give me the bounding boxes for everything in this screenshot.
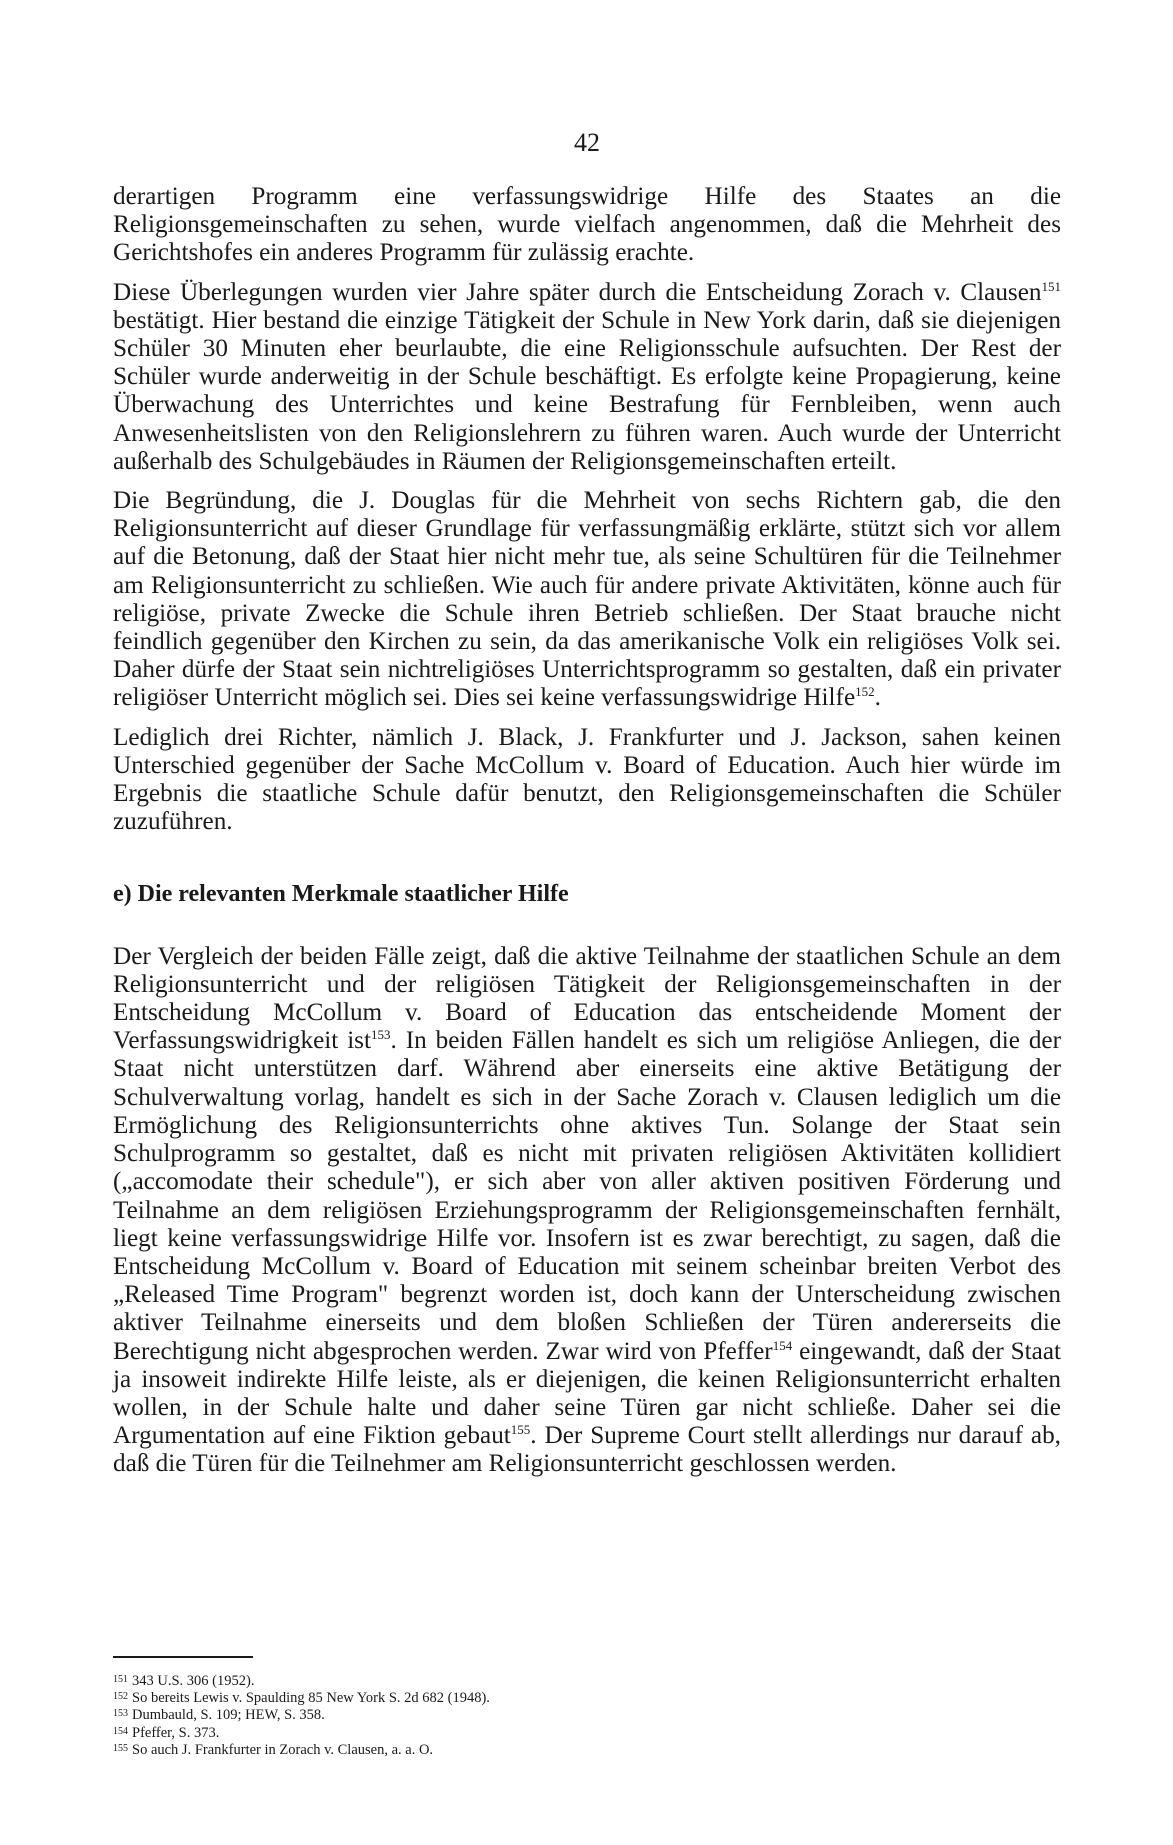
footnote-item: [113, 1724, 1061, 1741]
paragraph-2: [113, 279, 1061, 476]
section-heading: e) Die relevanten Merkmale staatlicher Hilfe: [113, 881, 569, 908]
footnote-ref-152: 152: [855, 684, 875, 700]
paragraph-1: derartigen Programm eine verfassungswidrige Hilfe des Staates an die Religionsgemeinschaften zu sehen, wurde vielfach angenommen, daß die Mehrheit des Gerichtshofes ein anderes Programm für zulässig erachte.: [113, 183, 1061, 267]
paragraph-5: [113, 943, 1061, 1479]
paragraph-5-part-d: . Der Supreme Court stellt allerdings nur darauf ab, daß die Türen für die Teilnehmer am Religionsunterricht geschlossen werden.: [113, 1422, 1061, 1478]
body-text: [113, 183, 1061, 1490]
footnote-item: [113, 1741, 1061, 1758]
footnote-item: [113, 1689, 1061, 1706]
paragraph-2-part-a: Diese Überlegungen wurden vier Jahre später durch die Entscheidung Zorach v. Clausen: [113, 278, 1042, 306]
footnote-mark: 154: [113, 1725, 128, 1737]
footnote-item: [113, 1672, 1061, 1689]
footnote-mark: 155: [113, 1742, 128, 1754]
paragraph-5-part-c: eingewandt, daß der Staat ja insoweit indirekte Hilfe leiste, als er diejenigen, die keinen Religionsunterricht erhalten wollen, in der Schule halte und daher seine Türen gar nicht schließe. Daher sei die Argumentation auf eine Fiktion gebaut: [113, 1337, 1062, 1450]
footnote-ref-153: 153: [371, 1027, 391, 1043]
paragraph-5-part-a: Der Vergleich der beiden Fälle zeigt, daß die aktive Teilnahme der staatlichen Schule an dem Religionsunterricht und der religiösen Tätigkeit der Religionsgemeinschaften in der Entscheidung McCollum v. Board of Education das entscheidende Moment der Verfassungswidrigkeit ist: [113, 942, 1061, 1055]
page-number: 42: [574, 128, 600, 157]
paragraph-2-part-b: bestätigt. Hier bestand die einzige Tätigkeit der Schule in New York darin, daß sie diejenigen Schüler 30 Minuten eher beurlaubte, die eine Religionsschule aufsuchten. Der Rest der Schüler wurde anderweitig in der Schule beschäftigt. Es erfolgte keine Propagierung, keine Überwachung des Unterrichtes und keine Bestrafung für Fernbleiben, wenn auch Anwesenheitslisten von den Religionslehrern zu führen waren. Auch wurde der Unterricht außerhalb des Schulgebäudes in Räumen der Religionsgemeinschaften erteilt.: [113, 306, 1061, 475]
paragraph-5-part-b: . In beiden Fällen handelt es sich um religiöse Anliegen, die der Staat nicht unterstützen darf. Während aber einerseits eine aktive Betätigung der Schulverwaltung vorlag, handelt es sich in der Sache Zorach v. Clausen lediglich um die Ermöglichung des Religionsunterrichts ohne aktives Tun. Solange der Staat sein Schulprogramm so gestaltet, daß es nicht mit privaten religiösen Aktivitäten kollidiert („accomodate their schedule"), er sich aber von aller aktiven positiven Förderung und Teilnahme an dem religiösen Erziehungsprogramm der Religionsgemeinschaften fernhält, liegt keine verfassungswidrige Hilfe vor. Insofern ist es zwar berechtigt, zu sagen, daß die Entscheidung McCollum v. Board of Education mit seinem scheinbar breiten Verbot des „Released Time Program" begrenzt worden ist, doch kann der Unterscheidung zwischen aktiver Teilnahme einerseits und dem bloßen Schließen der Türen andererseits die Berechtigung nicht abgesprochen werden. Zwar wird von Pfeffer: [113, 1027, 1061, 1365]
footnotes: [113, 1672, 1061, 1758]
footnote-text: So auch J. Frankfurter in Zorach v. Clausen, a. a. O.: [132, 1741, 434, 1758]
paragraph-3-part-a: Die Begründung, die J. Douglas für die Mehrheit von sechs Richtern gab, die den Religionsunterricht auf dieser Grundlage für verfassungmäßig erklärte, stützt sich vor allem auf die Betonung, daß der Staat hier nicht mehr tue, als seine Schultüren für die Teilnehmer am Religionsunterricht zu schließen. Wie auch für andere private Aktivitäten, könne auch für religiöse, private Zwecke die Schule ihren Betrieb schließen. Der Staat brauche nicht feindlich gegenüber den Kirchen zu sein, da das amerikanische Volk ein religiöses Volk sei. Daher dürfe der Staat sein nichtreligiöses Unterrichtsprogramm so gestalten, daß ein privater religiöser Unterricht möglich sei. Dies sei keine verfassungswidrige Hilfe: [113, 487, 1061, 712]
footnote-text: Dumbauld, S. 109; HEW, S. 358.: [132, 1707, 325, 1724]
paragraph-4: Lediglich drei Richter, nämlich J. Black, J. Frankfurter und J. Jackson, sahen keinen Unterschied gegenüber der Sache McCollum v. Board of Education. Auch hier würde im Ergebnis die staatliche Schule dafür benutzt, den Religionsgemeinschaften die Schüler zuzuführen.: [113, 723, 1061, 836]
footnote-divider: [113, 1656, 253, 1658]
paragraph-3: [113, 487, 1061, 713]
footnote-mark: 152: [113, 1691, 128, 1703]
footnote-ref-155: 155: [510, 1422, 531, 1438]
footnote-ref-151: 151: [1041, 278, 1061, 294]
footnote-mark: 151: [113, 1674, 128, 1685]
paragraph-3-part-b: .: [874, 684, 881, 712]
footnote-text: 343 U.S. 306 (1952).: [132, 1673, 255, 1689]
footnote-mark: 153: [113, 1708, 128, 1720]
footnote-text: Pfeffer, S. 373.: [132, 1724, 220, 1741]
footnote-ref-154: 154: [772, 1337, 793, 1353]
footnote-item: [113, 1706, 1061, 1723]
footnote-text: So bereits Lewis v. Spaulding 85 New York S. 2d 682 (1948).: [132, 1690, 490, 1707]
